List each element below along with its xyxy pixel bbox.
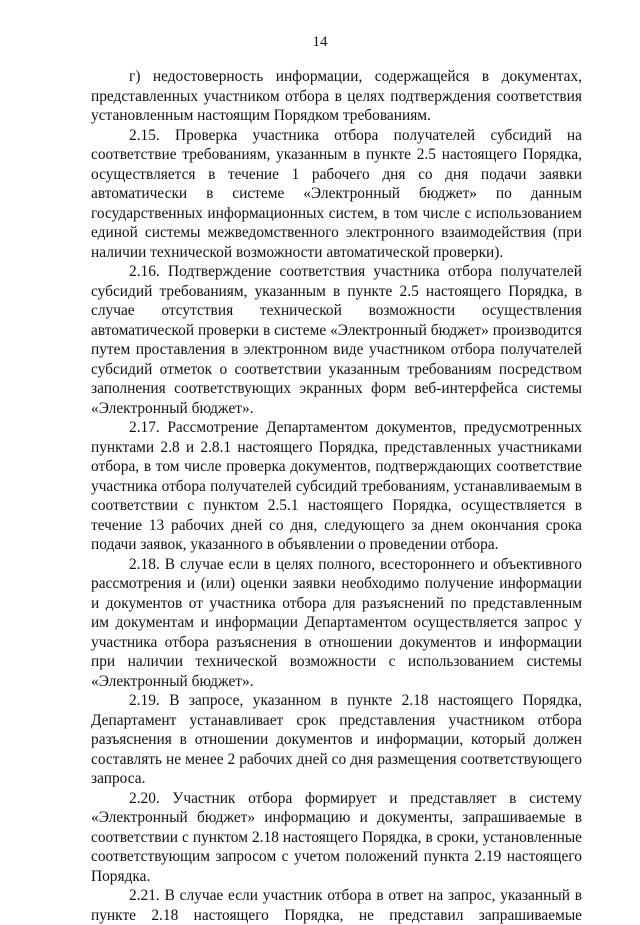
paragraph-2-17: 2.17. Рассмотрение Департаментом документов, предусмотренных пунктами 2.8 и 2.8.1 настоящего Порядка, представленных участниками отбора, в том числе проверка документов, подтверждающих соответствие участника отбора получателей субсидий требованиям, устанавливаемым в соответствии с пунктом 2.5.1 настоящего Порядка, осуществляется в течение 13 рабочих дней со дня, следующего за днем окончания срока подачи заявок, указанного в объявлении о проведении отбора. [91, 419, 582, 553]
paragraph-subitem-g: г) недостоверность информации, содержащейся в документах, представленных участником отбора в целях подтверждения соответствия установленным настоящим Порядком требованиям. [91, 68, 582, 124]
paragraph-2-19: 2.19. В запросе, указанном в пункте 2.18 настоящего Порядка, Департамент устанавливает срок представления участником отбора разъяснения в отношении документов и информации, который должен составлять не менее 2 рабочих дней со дня размещения соответствующего запроса. [91, 692, 582, 787]
paragraph-2-21: 2.21. В случае если участник отбора в ответ на запрос, указанный в пункте 2.18 настоящего Порядка, не представил запрашиваемые [91, 887, 582, 924]
paragraph-2-20: 2.20. Участник отбора формирует и представляет в систему «Электронный бюджет» информацию и документы, запрашиваемые в соответствии с пунктом 2.18 настоящего Порядка, в сроки, установленные соответствующим запросом с учетом положений пункта 2.19 настоящего Порядка. [91, 789, 582, 885]
paragraph-2-18: 2.18. В случае если в целях полного, всестороннего и объективного рассмотрения и (или) оценки заявки необходимо получение информации и документов от участника отбора для разъяснений по представленным им документам и информации Департаментом осуществляется запрос у участника отбора разъяснения в отношении документов и информации при наличии технической возможности с использованием системы «Электронный бюджет». [91, 555, 582, 690]
document-body [91, 67, 582, 925]
page-number: 14 [312, 34, 328, 50]
paragraph-2-15: 2.15. Проверка участника отбора получателей субсидий на соответствие требованиям, указанным в пункте 2.5 настоящего Порядка, осуществляется в течение 1 рабочего дня со дня подачи заявки автоматически в системе «Электронный бюджет» по данным государственных информационных систем, в том числе с использованием единой системы межведомственного электронного взаимодействия (при наличии технической возможности автоматической проверки). [91, 126, 582, 261]
paragraph-2-16: 2.16. Подтверждение соответствия участника отбора получателей субсидий требованиям, указанным в пункте 2.5 настоящего Порядка, в случае отсутствия технической возможности осуществления автоматической проверки в системе «Электронный бюджет» производится путем проставления в электронном виде участником отбора получателей субсидий отметок о соответствии указанным требованиям посредством заполнения соответствующих экранных форм веб-интерфейса системы «Электронный бюджет». [91, 263, 582, 417]
